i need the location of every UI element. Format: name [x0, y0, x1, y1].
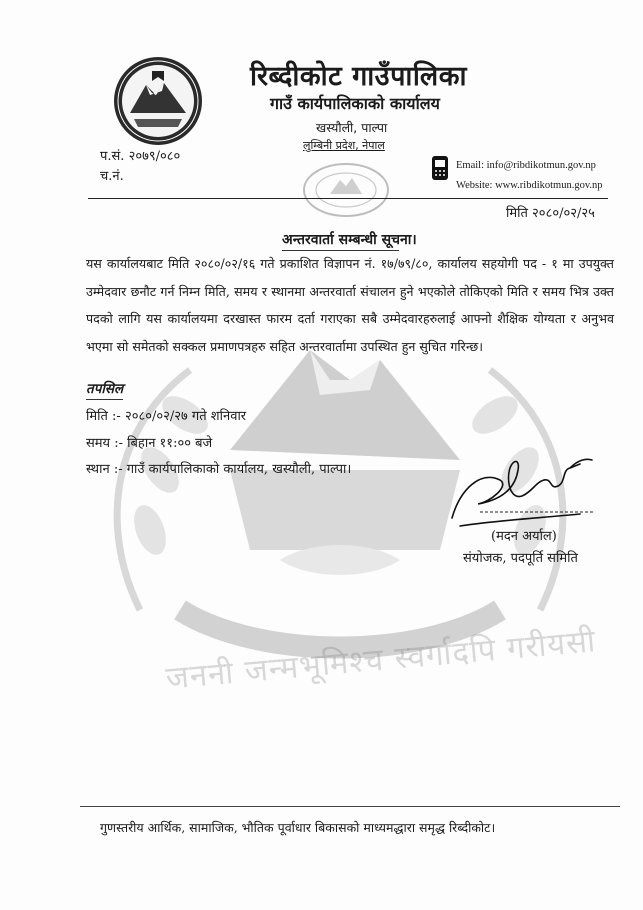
footer-slogan: गुणस्तरीय आर्थिक, सामाजिक, भौतिक पूर्वाधार बिकासको माध्यमद्धारा समृद्ध रिब्दीकोट।: [100, 820, 496, 835]
interview-place: स्थान :- गाउँ कार्यपालिकाको कार्यालय, खस्यौली, पाल्पा।: [86, 462, 352, 477]
office-name: गाउँ कार्यपालिकाको कार्यालय: [270, 94, 440, 113]
signatory-name: (मदन अर्याल): [491, 529, 557, 544]
footer-divider: [80, 806, 620, 807]
header-divider: [88, 198, 608, 199]
notice-body: यस कार्यालयबाट मिति २०८०/०२/१६ गते प्रकाशित विज्ञापन नं. १७/७९/८०, कार्यालय सहयोगी पद - १ मा उपयुक्त उम्मेदवार छनौट गर्न निम्न मिति, समय र स्थानमा अन्तरवार्ता संचालन हुने भएकोले तोकिएको मिति र समय भित्र उक्त पदको लागि यस कार्यालयमा दरखास्त फारम दर्ता गराएका सबै उम्मेदवारहरुलाई आफ्नो शैक्षिक योग्यता र अनुभव भएमा सो समेतको सक्कल प्रमाणपत्रहरु सहित अन्तरवार्तामा उपस्थित हुन सुचित गरिन्छ।: [86, 256, 614, 354]
schedule-heading: तपसिल: [86, 381, 124, 397]
motto-watermark: जननी जन्मभूमिश्च स्वर्गादपि गरीयसी: [164, 623, 598, 697]
province: लुम्बिनी प्रदेश, नेपाल: [303, 139, 385, 152]
telephone-icon: [430, 155, 450, 181]
notice-title: अन्तरवार्ता सम्बन्धी सूचना।: [282, 232, 417, 248]
dispatch-number: च.नं.: [100, 169, 124, 184]
municipality-name: रिब्दीकोट गाउँपालिका: [250, 61, 467, 92]
office-stamp: [300, 160, 392, 220]
website: Website: www.ribdikotmun.gov.np: [456, 180, 603, 191]
reference-number: प.सं. २०७९/०८०: [100, 149, 181, 164]
office-location: खस्यौली, पाल्पा: [316, 120, 388, 135]
interview-date: मिति :- २०८०/०२/२७ गते शनिवार: [86, 409, 247, 424]
interview-time: समय :- बिहान ११:०० बजे: [86, 436, 213, 451]
municipality-logo: [112, 55, 204, 147]
letter-date: मिति २०८०/०२/२५: [506, 206, 595, 221]
signature: [440, 440, 600, 530]
signatory-title: संयोजक, पदपूर्ति समिति: [463, 551, 578, 566]
email: Email: info@ribdikotmun.gov.np: [456, 160, 596, 171]
